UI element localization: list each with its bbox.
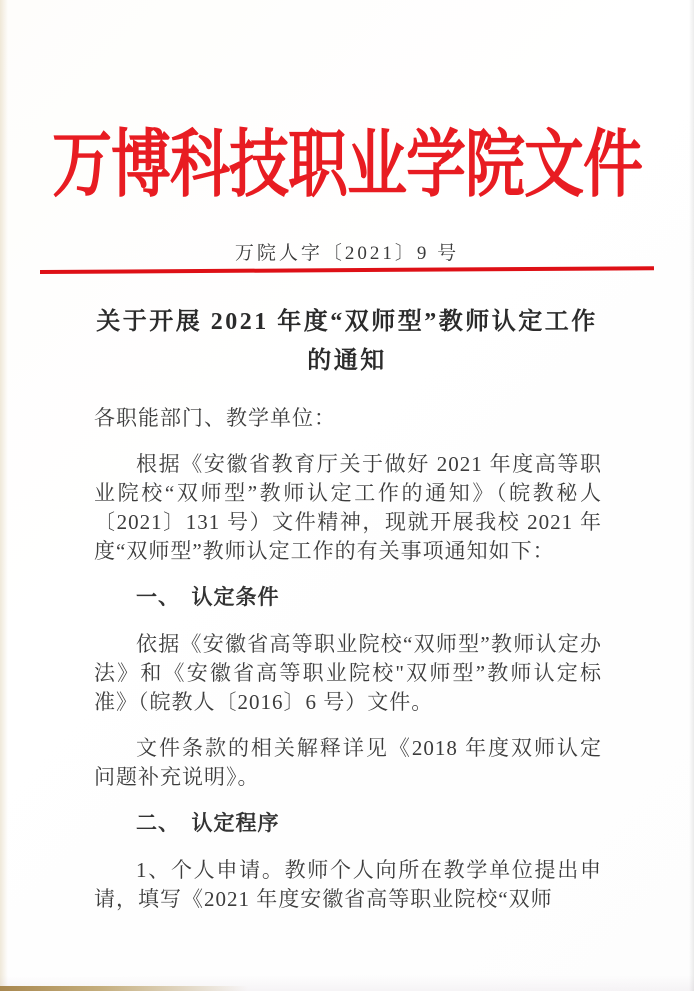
document-title-line2: 的通知 xyxy=(307,348,387,374)
body-paragraph: 依据《安徽省高等职业院校“双师型”教师认定办法》和《安徽省高等职业院校"双师型”教师认定标准》（皖教人〔2016〕6 号）文件。 xyxy=(94,632,602,714)
document-title-line1: 关于开展 2021 年度“双师型”教师认定工作 xyxy=(96,309,598,335)
section-heading: 二、 认定程序 xyxy=(136,811,280,835)
scan-edge-bottom-haze xyxy=(0,975,694,991)
body-paragraph: 1、个人申请。教师个人向所在教学单位提出申请，填写《2021 年度安徽省高等职业院校“双师 xyxy=(94,858,602,911)
scan-edge-bottom-strip xyxy=(0,986,248,991)
document-title xyxy=(47,303,647,381)
body-paragraph: 文件条款的相关解释详见《2018 年度双师认定问题补充说明》。 xyxy=(94,736,602,789)
body-paragraph: 根据《安徽省教育厅关于做好 2021 年度高等职业院校“双师型”教师认定工作的通知》（皖教秘人〔2021〕131 号）文件精神，现就开展我校 2021 年度“双师型”教师认定工作的有关事项通知如下： xyxy=(94,452,602,563)
salutation: 各职能部门、教学单位： xyxy=(94,406,336,430)
section-heading: 一、 认定条件 xyxy=(136,585,280,609)
document-number: 万院人字〔2021〕9 号 xyxy=(234,243,460,264)
document-body xyxy=(94,404,602,931)
letterhead-org-title: 万博科技职业学院文件 xyxy=(52,124,642,206)
letterhead-divider-line xyxy=(40,266,654,274)
